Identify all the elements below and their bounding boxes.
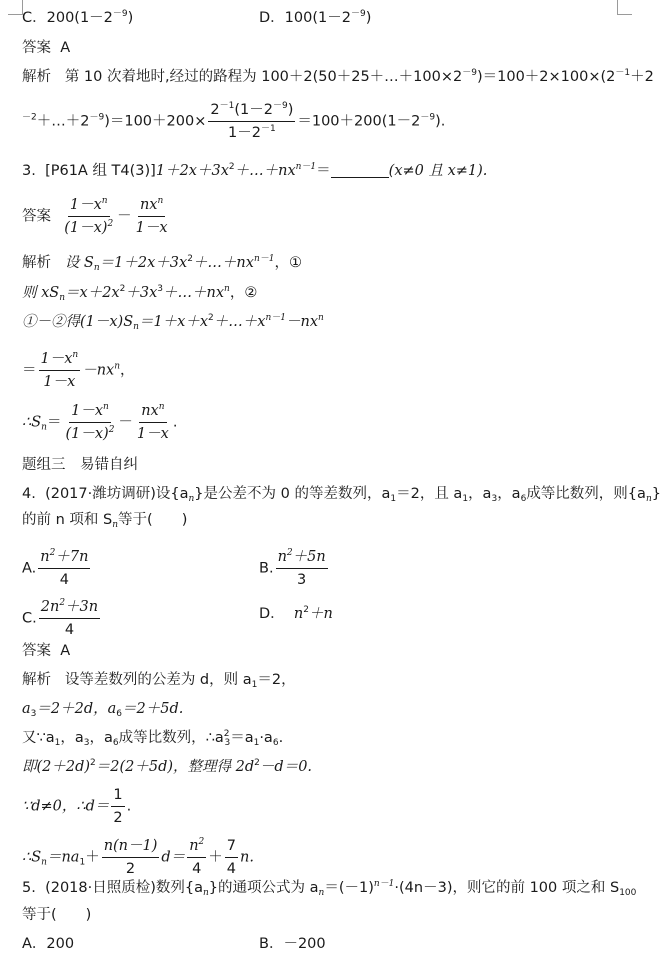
q3-answer: 答案 $\frac{1-x^n}{(1-x)^2}$ － $\frac{nx^n}{1-x}$ [22,196,168,236]
q5-stem-line1: 5. (2018·日照质检)数列$\{a_n\}$的通项公式为 $a_n=(-1)^{n-1}\cdot(4n-3)$，则它的前 100 项之和 $S_{100}$ [22,879,637,898]
q4-option-b: B. $\frac{n^2+5n}{3}$ [259,548,326,588]
q3-answer-blank [331,163,389,178]
q4-option-d: D． $n^2+n$ [259,605,333,622]
q4-analysis-line3: 又$\because a_1$，$a_3$，$a_6$成等比数列，$\therefore a^2_3=a_1\cdot a_6$. [22,729,284,748]
q2-answer: 答案 A [22,40,71,56]
q4-analysis-line1: 解析 设等差数列的公差为 d，则 $a_1=2$， [22,672,296,690]
q3-analysis-line2: 则 $xS_n=x+2x^2+3x^3+\dots+nx^n$，② [22,284,258,303]
q4-option-c: C. $\frac{2n^2+3n}{4}$ [22,598,99,638]
q3-analysis-line3: ①－②得$(1-x)S_n=1+x+x^2+\dots+x^{n-1}-nx^n$ [22,313,324,332]
q5-option-a: A．200 [22,936,75,952]
q4-analysis-line4: 即$(2+2d)^2=2(2+5d)$，整理得 $2d^2-d=0$. [22,758,313,775]
q2-analysis-line2: $^{-2}+\dots+2^{-9})=100+200\times$ $\frac{2^{-1}(1-2^{-9})}{1-2^{-1}}$ $=100+200(1-2^{-9})$. [22,101,446,141]
q4-option-a: A. $\frac{n^2+7n}{4}$ [22,548,89,588]
q2-option-c: C．$200(1-2^{-9})$ [22,9,134,26]
q2-fraction: $\frac{2^{-1}(1-2^{-9})}{1-2^{-1}}$ [210,101,294,141]
q4-analysis-line5: ∵d≠0，∴d＝ $\frac{1}{2}$ . [22,787,132,826]
crop-mark-right [617,0,632,15]
q4-stem-line1: 4. (2017·潍坊调研)设$\{a_n\}$是公差不为 0 的等差数列，$a_1=2$，且 $a_1$，$a_3$，$a_6$成等比数列，则$\{a_n\}$ [22,486,661,504]
q3-analysis-line5: $\therefore S_n=$ $\frac{1-x^n}{(1-x)^2}$ － $\frac{nx^n}{1-x}$ . [22,402,178,442]
q5-option-b: B．－200 [259,936,326,952]
q3-analysis-line1: 解析 设 $S_n=1+2x+3x^2+\dots+nx^{n-1}$，① [22,254,302,273]
q4-answer: 答案 A [22,643,71,659]
crop-mark-left [8,0,23,15]
q4-analysis-line6: $\therefore S_n=na_1+$ $\frac{n(n-1)}{2}$ d＝ $\frac{n^2}{4}$ ＋ $\frac{7}{4}$ n. [22,837,254,877]
q4-analysis-line2: $a_3=2+2d$，$a_6=2+5d$. [22,701,184,719]
q3-stem: 3. [P61A 组 $T4(3)]1+2x+3x^2+\dots+nx^{n-1}= (x\ne 0$ 且 x≠1). [22,162,488,179]
q2-option-d: D．$100(1-2^{-9})$ [259,9,372,26]
q3-analysis-line4: ＝ $\frac{1-x^n}{1-x}$ $-nx^n$， [22,350,135,390]
q2-analysis-line1: 解析 第 10 次着地时,经过的路程为 $100+2(50+25+\dots+100\times 2^{-9})=100+2\times 100\times(2^{-1}+2$ [22,68,654,85]
group3-title: 题组三 易错自纠 [22,457,138,473]
q5-stem-line2: 等于( ) [22,907,92,923]
q4-stem-line2: 的前 n 项和 $S_n$等于( ) [22,512,188,530]
